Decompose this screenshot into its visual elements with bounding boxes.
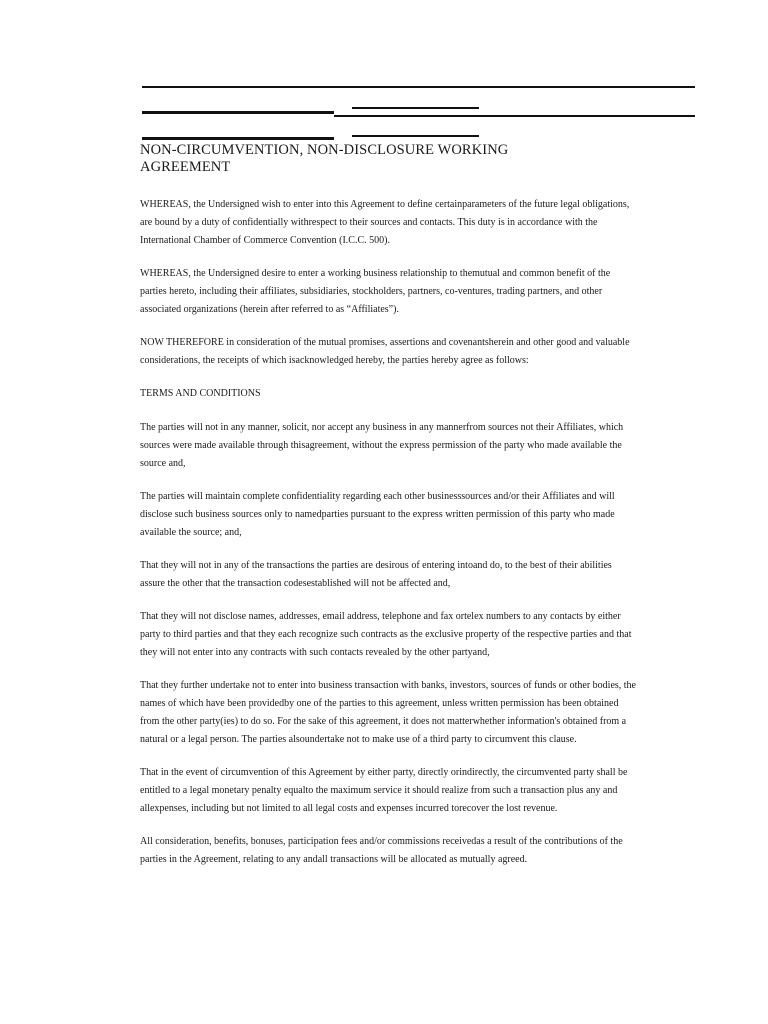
document-title-line-2: AGREEMENT bbox=[140, 159, 231, 175]
document-title-line-1: NON-CIRCUMVENTION, NON-DISCLOSURE WORKING bbox=[140, 142, 509, 158]
header-rule-center-short-lower bbox=[352, 135, 479, 137]
section-heading-terms: TERMS AND CONDITIONS bbox=[140, 388, 261, 399]
header-rule-right bbox=[334, 115, 695, 117]
paragraph-term-1: The parties will not in any manner, solicit, nor accept any business in any mannerfrom sources not their Affiliates, which sources were made available through thisagreement, without the express permission of the party who made available the source and, bbox=[140, 422, 624, 469]
paragraph-term-2: The parties will maintain complete confidentiality regarding each other businesssources and/or their Affiliates and will disclose such business sources only to namedparties pursuant to the express written permission of this party who made available the source; and, bbox=[140, 491, 615, 538]
paragraph-term-5: That they further undertake not to enter into business transaction with banks, investors, sources of funds or other bodies, the names of which have been providedby one of the parties to this agreement, unless written permission has been obtained from the other party(ies) to do so. For the sake of this agreement, it does not matterwhether information's obtained from a natural or a legal person. The parties alsoundertake not to make use of a third party to circumvent this clause. bbox=[140, 680, 636, 745]
paragraph-term-6: That in the event of circumvention of this Agreement by either party, directly orindirectly, the circumvented party shall be entitled to a legal monetary penalty equalto the maximum service it should realize from such a transaction plus any and allexpenses, including but not limited to all legal costs and expenses incurred torecover the lost revenue. bbox=[140, 767, 628, 814]
paragraph-term-7: All consideration, benefits, bonuses, participation fees and/or commissions receivedas a result of the contributions of the parties in the Agreement, relating to any andall transactions will be allocated as mutually agreed. bbox=[140, 836, 623, 865]
paragraph-whereas-2: WHEREAS, the Undersigned desire to enter a working business relationship to themutual and common benefit of the parties hereto, including their affiliates, subsidiaries, stockholders, partners, co-ventures, trading partners, and other associated organizations (herein after referred to as “Affiliates”). bbox=[140, 268, 611, 315]
document-body bbox=[140, 196, 636, 884]
document-title bbox=[140, 142, 660, 176]
header-rule-left-bold bbox=[142, 111, 334, 114]
paragraph-now-therefore: NOW THEREFORE in consideration of the mutual promises, assertions and covenantsherein and other good and valuable considerations, the receipts of which isacknowledged hereby, the parties hereby agree as follows: bbox=[140, 337, 630, 366]
paragraph-whereas-1: WHEREAS, the Undersigned wish to enter into this Agreement to define certainparameters of the future legal obligations, are bound by a duty of confidentially withrespect to their sources and contacts. This duty is in accordance with the International Chamber of Commerce Convention (I.C.C. 500). bbox=[140, 199, 630, 246]
header-rule-top bbox=[142, 86, 695, 88]
header-rule-center-short bbox=[352, 107, 479, 109]
paragraph-term-4: That they will not disclose names, addresses, email address, telephone and fax ortelex numbers to any contacts by either party to third parties and that they each recognize such contracts as the exclusive property of the respective parties and that they will not enter into any contracts with such contacts revealed by the other partyand, bbox=[140, 611, 632, 658]
paragraph-term-3: That they will not in any of the transactions the parties are desirous of entering intoand do, to the best of their abilities assure the other that the transaction codesestablished will not be affected and, bbox=[140, 560, 612, 589]
header-rule-left-bold-lower bbox=[142, 137, 334, 140]
